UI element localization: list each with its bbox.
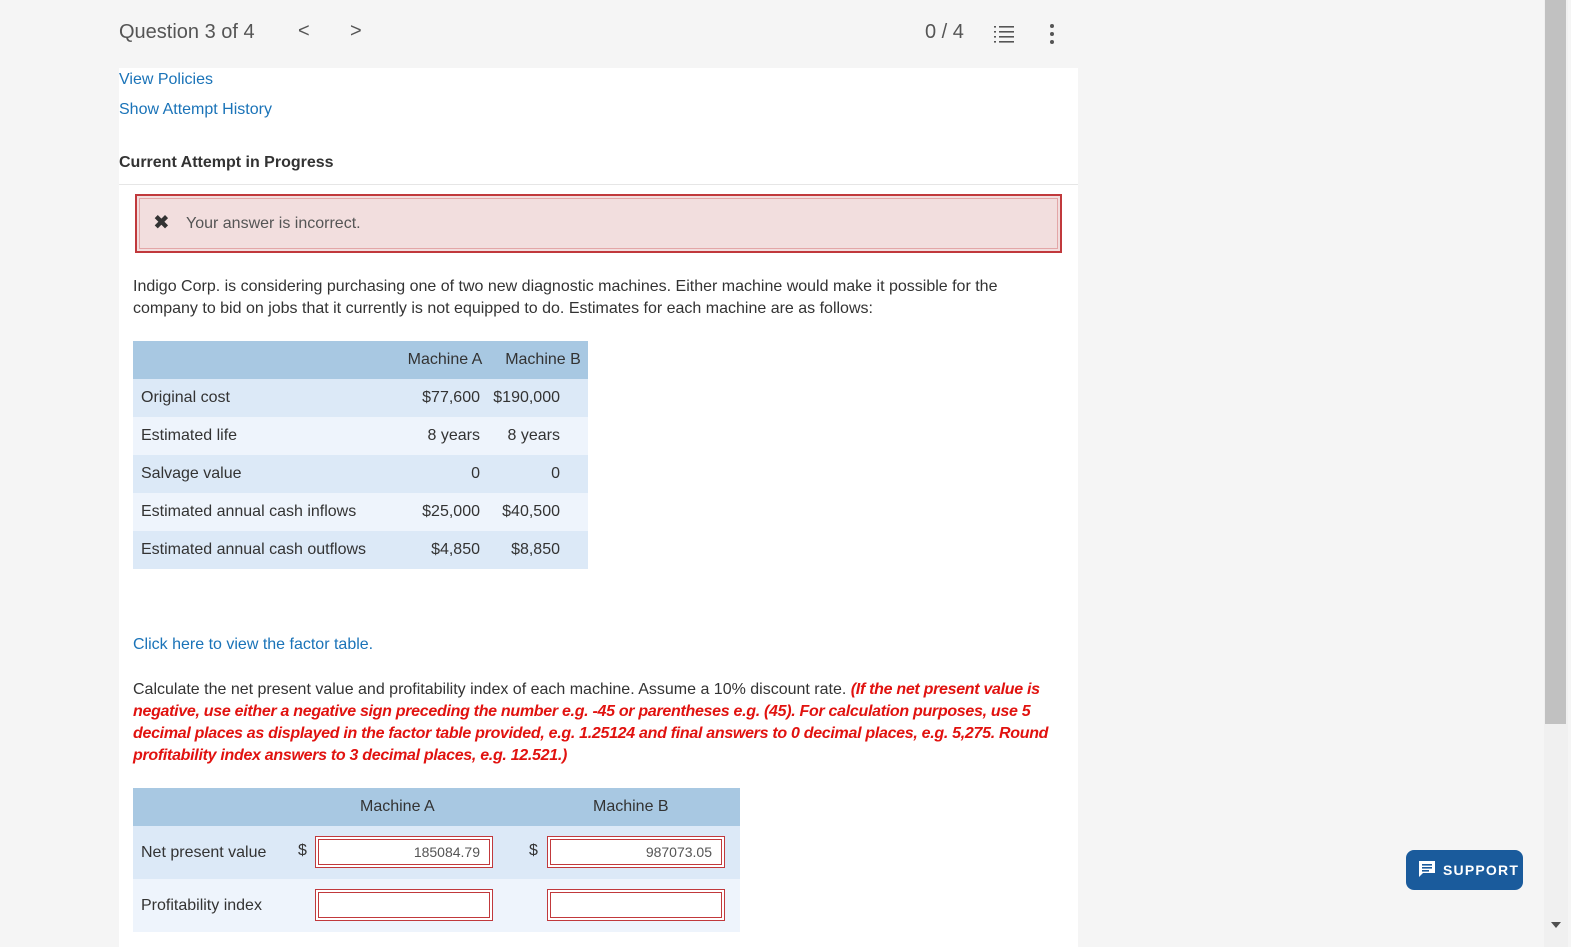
view-policies-link[interactable]: View Policies <box>119 71 213 88</box>
machine-b-header: Machine B <box>593 798 669 815</box>
attempt-heading: Current Attempt in Progress <box>119 154 334 171</box>
table-cell: 0 <box>388 455 488 493</box>
table-header-row <box>133 341 588 379</box>
npv-machine-a-input[interactable] <box>315 836 493 868</box>
factor-table-link[interactable]: Click here to view the factor table. <box>133 636 374 653</box>
row-label: Estimated life <box>133 417 388 455</box>
show-attempt-history-link[interactable]: Show Attempt History <box>119 101 272 118</box>
scrollbar-thumb[interactable] <box>1545 0 1566 724</box>
table-cell: $77,600 <box>388 379 488 417</box>
question-counter: Question 3 of 4 <box>119 21 255 43</box>
table-cell: $4,850 <box>388 531 488 569</box>
table-header-cell: Machine A <box>388 341 488 379</box>
table-cell: $8,850 <box>488 531 588 569</box>
answer-table-header <box>133 788 740 826</box>
row-label: Estimated annual cash inflows <box>133 493 388 531</box>
alert-message: Your answer is incorrect. <box>186 215 361 232</box>
profitability-index-label: Profitability index <box>141 897 262 914</box>
support-label: SUPPORT <box>1443 862 1520 878</box>
error-x-icon: ✖ <box>153 212 170 234</box>
table-cell: 8 years <box>388 417 488 455</box>
next-question-button[interactable]: > <box>350 20 362 42</box>
question-header <box>0 0 1078 68</box>
table-cell: $25,000 <box>388 493 488 531</box>
row-label: Original cost <box>133 379 388 417</box>
instructions <box>133 679 1063 767</box>
row-label: Estimated annual cash outflows <box>133 531 388 569</box>
table-row <box>133 379 588 417</box>
scroll-down-arrow-icon[interactable] <box>1551 922 1561 928</box>
problem-statement: Indigo Corp. is considering purchasing one of two new diagnostic machines. Either machine would make it possible for the company to bid on jobs that it currently is not equipped to do. Estimates for each machine are as follows: <box>133 278 998 317</box>
question-list-icon[interactable] <box>993 24 1015 44</box>
answer-table <box>133 788 740 932</box>
divider <box>119 184 1078 185</box>
npv-label: Net present value <box>141 844 267 861</box>
profitability-index-row <box>133 879 740 932</box>
pi-machine-b-input[interactable] <box>547 889 725 921</box>
table-header-cell: Machine B <box>488 341 588 379</box>
table-cell: $40,500 <box>488 493 588 531</box>
incorrect-answer-alert <box>135 194 1062 253</box>
table-row <box>133 531 588 569</box>
pi-machine-a-input[interactable] <box>315 889 493 921</box>
support-button[interactable] <box>1406 850 1523 890</box>
npv-row <box>133 826 740 879</box>
table-row <box>133 455 588 493</box>
table-cell: 0 <box>488 455 588 493</box>
currency-symbol: $ <box>298 842 307 859</box>
machine-a-header: Machine A <box>360 798 435 815</box>
instructions-rounding-note: (If the net present value is negative, use either a negative sign preceding the number e.g. -45 or parentheses e.g. (45). For calculation purposes, use 5 decimal places as displayed in the factor table provided, e.g. 1.25124 and final answers to 0 decimal places, e.g. 5,275. Round profitability index answers to 3 decimal places, e.g. 12.521.) <box>133 681 1049 764</box>
instructions-plain: Calculate the net present value and profitability index of each machine. Assume a 10% discount rate. <box>133 681 851 698</box>
table-cell: 8 years <box>488 417 588 455</box>
question-panel <box>119 68 1078 947</box>
table-header-cell <box>133 341 388 379</box>
previous-question-button[interactable]: < <box>298 20 310 42</box>
table-row <box>133 417 588 455</box>
more-options-icon[interactable] <box>1047 22 1057 46</box>
score-display: 0 / 4 <box>925 21 964 43</box>
npv-machine-b-input[interactable] <box>547 836 725 868</box>
chat-icon <box>1417 859 1437 879</box>
row-label: Salvage value <box>133 455 388 493</box>
currency-symbol: $ <box>529 842 538 859</box>
table-cell: $190,000 <box>488 379 588 417</box>
table-row <box>133 493 588 531</box>
machine-estimates-table <box>133 341 588 569</box>
